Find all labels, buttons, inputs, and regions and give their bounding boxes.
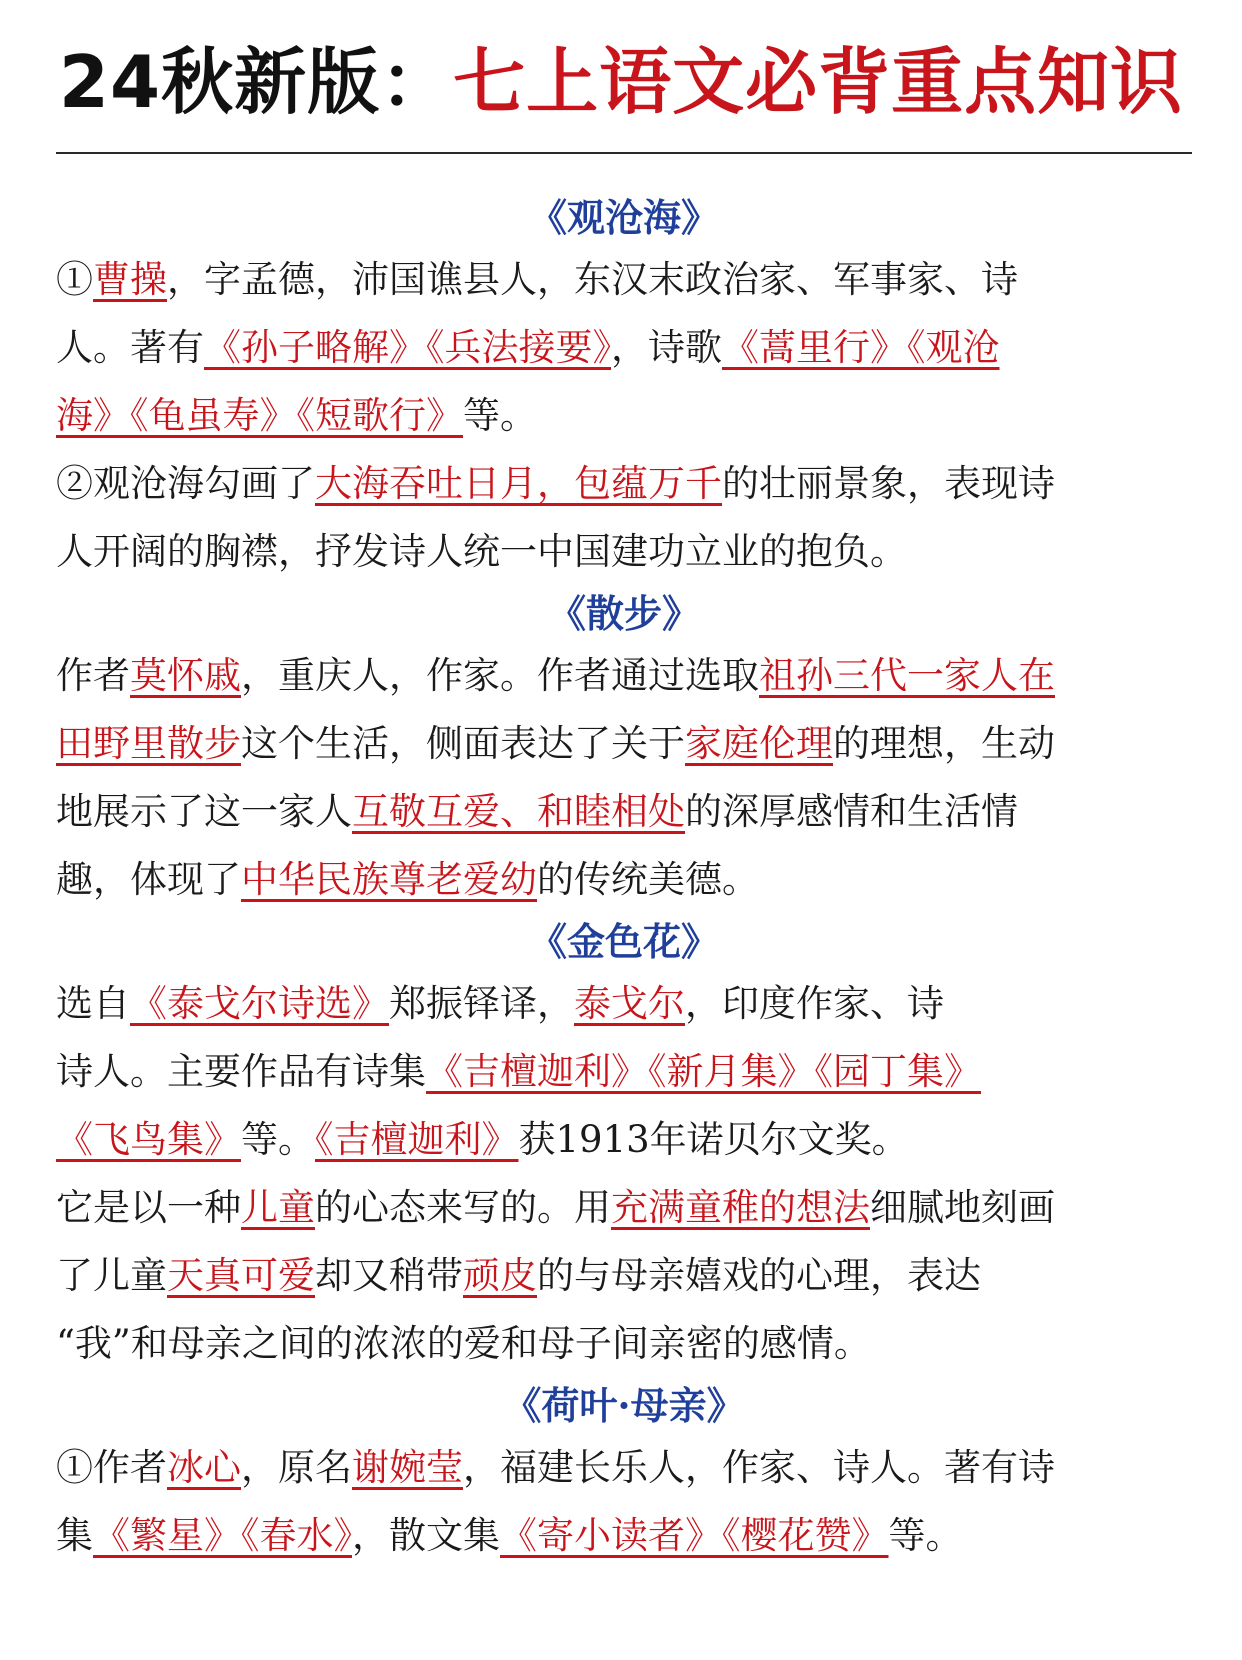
- highlighted-keyword: 《吉檀迦利》《新月集》《园丁集》: [426, 1050, 981, 1093]
- highlighted-keyword: 《飞鸟集》: [56, 1118, 241, 1161]
- text-line: [56, 450, 1192, 518]
- text-segment: 的传统美德。: [537, 858, 759, 901]
- text-line: [56, 1310, 1192, 1378]
- text-segment: 等。: [463, 394, 537, 437]
- text-segment: ，重庆人，作家。作者通过选取: [241, 654, 759, 697]
- text-segment: 地展示了这一家人: [56, 790, 352, 833]
- section: [56, 914, 1192, 1378]
- text-segment: 集: [56, 1514, 93, 1557]
- text-segment: ，福建长乐人，作家、诗人。著有诗: [463, 1446, 1055, 1489]
- text-segment: 它是以一种: [56, 1186, 241, 1229]
- page-title: [0, 32, 1242, 132]
- highlighted-keyword: 充满童稚的想法: [611, 1186, 870, 1229]
- highlighted-keyword: 《孙子略解》《兵法接要》: [204, 326, 611, 369]
- text-segment: 了儿童: [56, 1254, 167, 1297]
- text-segment: 的深厚感情和生活情: [685, 790, 1018, 833]
- section: [56, 190, 1192, 586]
- highlighted-keyword: 海》《龟虽寿》《短歌行》: [56, 394, 463, 437]
- highlighted-keyword: 中华民族尊老爱幼: [241, 858, 537, 901]
- highlighted-keyword: 《蒿里行》《观沧: [722, 326, 1000, 369]
- text-line: [56, 1434, 1192, 1502]
- text-segment: ①作者: [56, 1446, 167, 1489]
- text-segment: ，原名: [241, 1446, 352, 1489]
- section-heading: 《金色花》: [528, 919, 719, 964]
- title-prefix: 24秋新版：: [58, 40, 454, 124]
- text-segment: ①: [56, 258, 93, 301]
- text-segment: ，字孟德，沛国谯县人，东汉末政治家、军事家、诗: [167, 258, 1018, 301]
- section: [56, 1378, 1192, 1570]
- text-segment: 的心态来写的。用: [315, 1186, 611, 1229]
- section-heading: 《散步》: [547, 591, 700, 636]
- highlighted-keyword: 《繁星》《春水》: [93, 1514, 352, 1557]
- text-segment: 这个生活，侧面表达了关于: [241, 722, 685, 765]
- text-segment: ②观沧海勾画了: [56, 462, 315, 505]
- highlighted-keyword: 泰戈尔: [574, 982, 685, 1025]
- section-heading: 《观沧海》: [528, 195, 719, 240]
- text-segment: 选自: [56, 982, 130, 1025]
- highlighted-keyword: 祖孙三代一家人在: [759, 654, 1055, 697]
- text-segment: 等。: [888, 1514, 963, 1557]
- text-segment: 的与母亲嬉戏的心理，表达: [537, 1254, 981, 1297]
- text-segment: 等。: [241, 1118, 315, 1161]
- text-segment: 人。著有: [56, 326, 204, 369]
- highlighted-keyword: 《泰戈尔诗选》: [130, 982, 389, 1025]
- highlighted-keyword: 莫怀戚: [130, 654, 241, 697]
- text-line: [56, 246, 1192, 314]
- text-segment: 郑振铎译，: [389, 982, 574, 1025]
- highlighted-keyword: 天真可爱: [167, 1254, 315, 1297]
- title-divider: [56, 152, 1192, 154]
- text-segment: 的壮丽景象，表现诗: [722, 462, 1055, 505]
- text-line: [56, 1038, 1192, 1106]
- text-segment: ，散文集: [352, 1514, 500, 1557]
- text-line: [56, 846, 1192, 914]
- highlighted-keyword: 家庭伦理: [685, 722, 833, 765]
- text-line: [56, 778, 1192, 846]
- text-line: [56, 1242, 1192, 1310]
- highlighted-keyword: 大海吞吐日月，包蕴万千: [315, 462, 722, 505]
- text-segment: ，诗歌: [611, 326, 722, 369]
- highlighted-keyword: 互敬互爱、和睦相处: [352, 790, 685, 833]
- text-line: [56, 642, 1192, 710]
- content: [56, 190, 1192, 1570]
- text-segment: 人开阔的胸襟，抒发诗人统一中国建功立业的抱负。: [56, 530, 907, 573]
- text-segment: 作者: [56, 654, 130, 697]
- text-segment: 获1913年诺贝尔文奖。: [518, 1118, 909, 1161]
- text-segment: 的理想，生动: [833, 722, 1055, 765]
- text-line: [56, 710, 1192, 778]
- highlighted-keyword: 《寄小读者》《樱花赞》: [500, 1514, 889, 1557]
- text-line: [56, 1502, 1192, 1570]
- text-segment: “我”和母亲之间的浓浓的爱和母子间亲密的感情。: [56, 1322, 871, 1365]
- highlighted-keyword: 田野里散步: [56, 722, 241, 765]
- section-heading: 《荷叶·母亲》: [503, 1383, 745, 1428]
- text-segment: 趣，体现了: [56, 858, 241, 901]
- highlighted-keyword: 顽皮: [463, 1254, 537, 1297]
- text-segment: ，印度作家、诗: [685, 982, 944, 1025]
- text-segment: 却又稍带: [315, 1254, 463, 1297]
- highlighted-keyword: 冰心: [167, 1446, 241, 1489]
- title-main: 七上语文必背重点知识: [453, 40, 1184, 124]
- highlighted-keyword: 《吉檀迦利》: [315, 1118, 519, 1161]
- text-line: [56, 518, 1192, 586]
- highlighted-keyword: 儿童: [241, 1186, 315, 1229]
- text-line: [56, 382, 1192, 450]
- section: [56, 586, 1192, 914]
- text-line: [56, 1174, 1192, 1242]
- highlighted-keyword: 谢婉莹: [352, 1446, 463, 1489]
- text-line: [56, 1106, 1192, 1174]
- text-segment: 细腻地刻画: [870, 1186, 1055, 1229]
- text-segment: 诗人。主要作品有诗集: [56, 1050, 426, 1093]
- text-line: [56, 314, 1192, 382]
- text-line: [56, 970, 1192, 1038]
- highlighted-keyword: 曹操: [93, 258, 167, 301]
